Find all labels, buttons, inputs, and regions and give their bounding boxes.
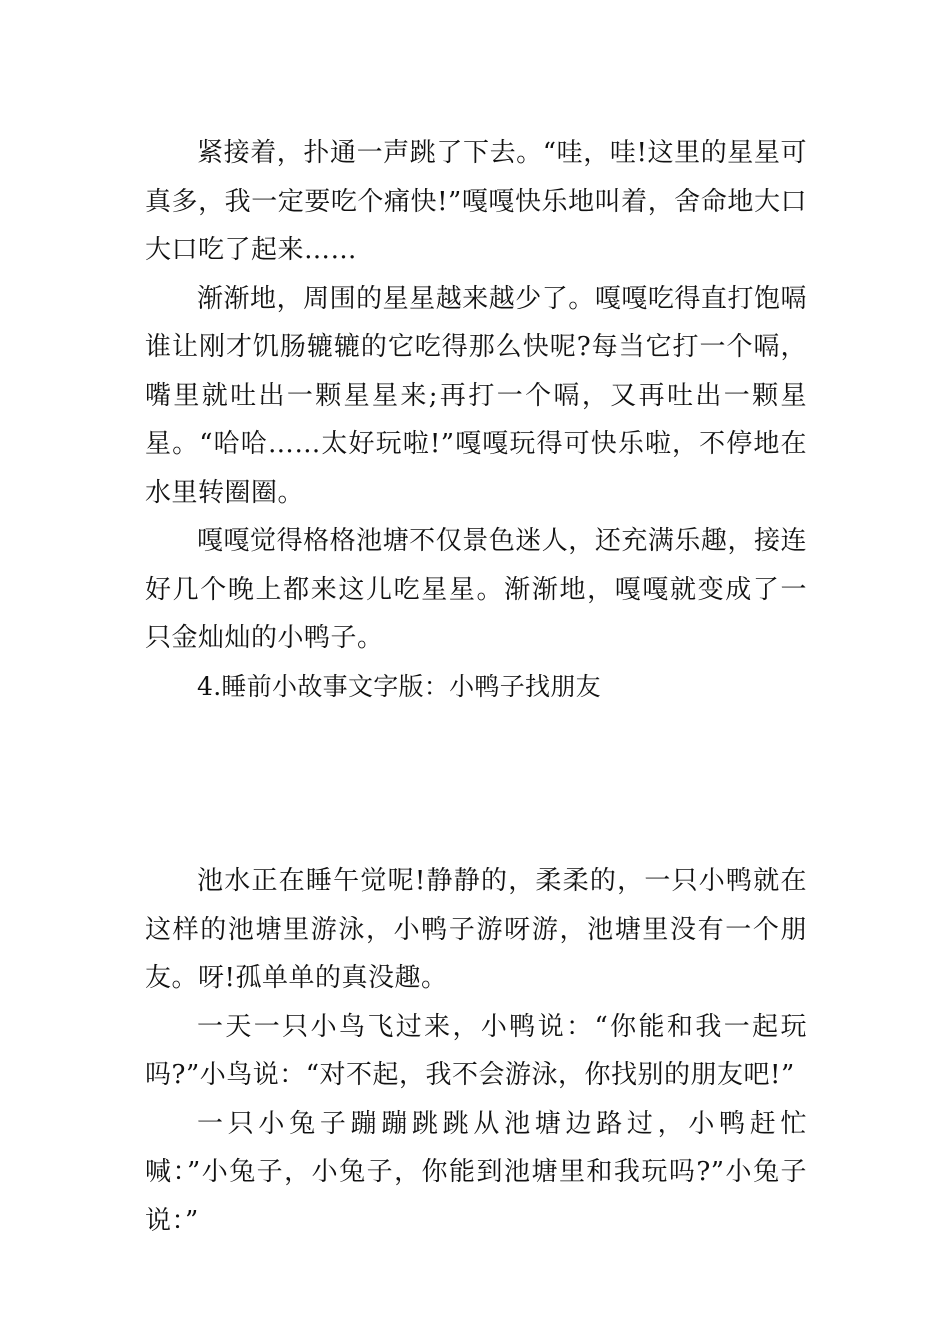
document-page [145,129,807,1245]
section-heading: 4.睡前小故事文字版：小鸭子找朋友 [197,671,601,701]
paragraph-duck-jumps-in: 紧接着，扑通一声跳了下去。“哇，哇!这里的星星可真多，我一定要吃个痛快!”嘎嘎快乐地叫着，舍命地大口大口吃了起来…… [145,138,807,265]
paragraph-stars-fewer: 渐渐地，周围的星星越来越少了。嘎嘎吃得直打饱嗝谁让刚才饥肠辘辘的它吃得那么快呢?每当它打一个嗝，嘴里就吐出一颗星星来;再打一个嗝，又再吐出一颗星星。“哈哈……太好玩啦!”嘎嘎玩得可快乐啦，不停地在水里转圈圈。 [145,283,807,508]
paragraph-little-rabbit: 一只小兔子蹦蹦跳跳从池塘边路过，小鸭赶忙喊：”小兔子，小兔子，你能到池塘里和我玩吗?”小兔子说：” [145,1108,807,1236]
paragraph-pond-nap: 池水正在睡午觉呢!静静的，柔柔的，一只小鸭就在这样的池塘里游泳，小鸭子游呀游，池塘里没有一个朋友。呀!孤单单的真没趣。 [145,866,807,993]
paragraph-little-bird: 一天一只小鸟飞过来，小鸭说：“你能和我一起玩吗?”小鸟说：“对不起，我不会游泳，你找别的朋友吧!” [145,1011,807,1090]
section-spacer [145,711,807,857]
paragraph-golden-duck: 嘎嘎觉得格格池塘不仅景色迷人，还充满乐趣，接连好几个晚上都来这儿吃星星。渐渐地，嘎嘎就变成了一只金灿灿的小鸭子。 [145,526,807,653]
